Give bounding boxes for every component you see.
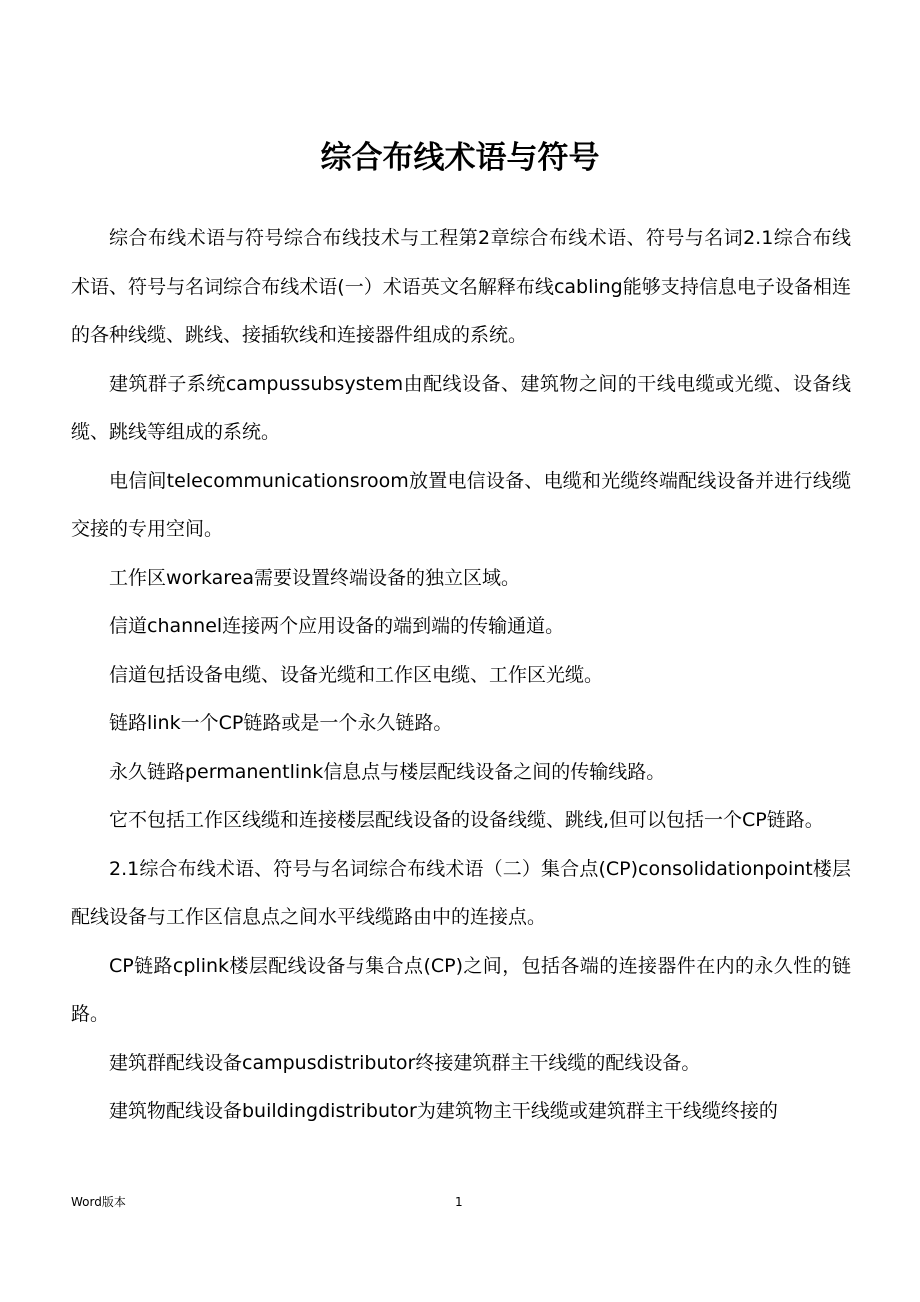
paragraph-7: 链路link一个CP链路或是一个永久链路。 bbox=[109, 712, 453, 734]
paragraph-4: 工作区workarea需要设置终端设备的独立区域。 bbox=[109, 566, 521, 589]
paragraph-1: 综合布线术语与符号综合布线技术与工程第2章综合布线术语、符号与名词2.1综合布线术语、符号与名词综合布线术语(一）术语英文名解释布线cabling能够支持信息电子设备相连的各种线缆、跳线、接插软线和连接器件组成的系统。 bbox=[71, 227, 851, 346]
paragraph-6: 信道包括设备电缆、设备光缆和工作区电缆、工作区光缆。 bbox=[109, 663, 604, 686]
paragraph-12: 建筑群配线设备campusdistributor终接建筑群主干线缆的配线设备。 bbox=[109, 1051, 701, 1074]
footer-label: Word版本 bbox=[71, 1195, 126, 1209]
paragraph-13: 建筑物配线设备buildingdistributor为建筑物主干线缆或建筑群主干线缆终接的 bbox=[109, 1100, 778, 1122]
paragraph-9: 它不包括工作区线缆和连接楼层配线设备的设备线缆、跳线,但可以包括一个CP链路。 bbox=[109, 809, 824, 831]
document-body bbox=[71, 214, 851, 1136]
paragraph-3: 电信间telecommunicationsroom放置电信设备、电缆和光缆终端配线设备并进行线缆交接的专用空间。 bbox=[71, 469, 851, 540]
paragraph-11: CP链路cplink楼层配线设备与集合点(CP)之间，包括各端的连接器件在内的永久性的链路。 bbox=[71, 954, 851, 1025]
paragraph-5: 信道channel连接两个应用设备的端到端的传输通道。 bbox=[109, 615, 565, 637]
paragraph-2: 建筑群子系统campussubsystem由配线设备、建筑物之间的干线电缆或光缆、设备线缆、跳线等组成的系统。 bbox=[71, 372, 851, 443]
footer-page-number: 1 bbox=[455, 1195, 463, 1209]
paragraph-8: 永久链路permanentlink信息点与楼层配线设备之间的传输线路。 bbox=[109, 760, 666, 783]
page-title: 综合布线术语与符号 bbox=[320, 140, 600, 176]
paragraph-10: 2.1综合布线术语、符号与名词综合布线术语（二）集合点(CP)consolidationpoint楼层配线设备与工作区信息点之间水平线缆路由中的连接点。 bbox=[71, 857, 851, 928]
